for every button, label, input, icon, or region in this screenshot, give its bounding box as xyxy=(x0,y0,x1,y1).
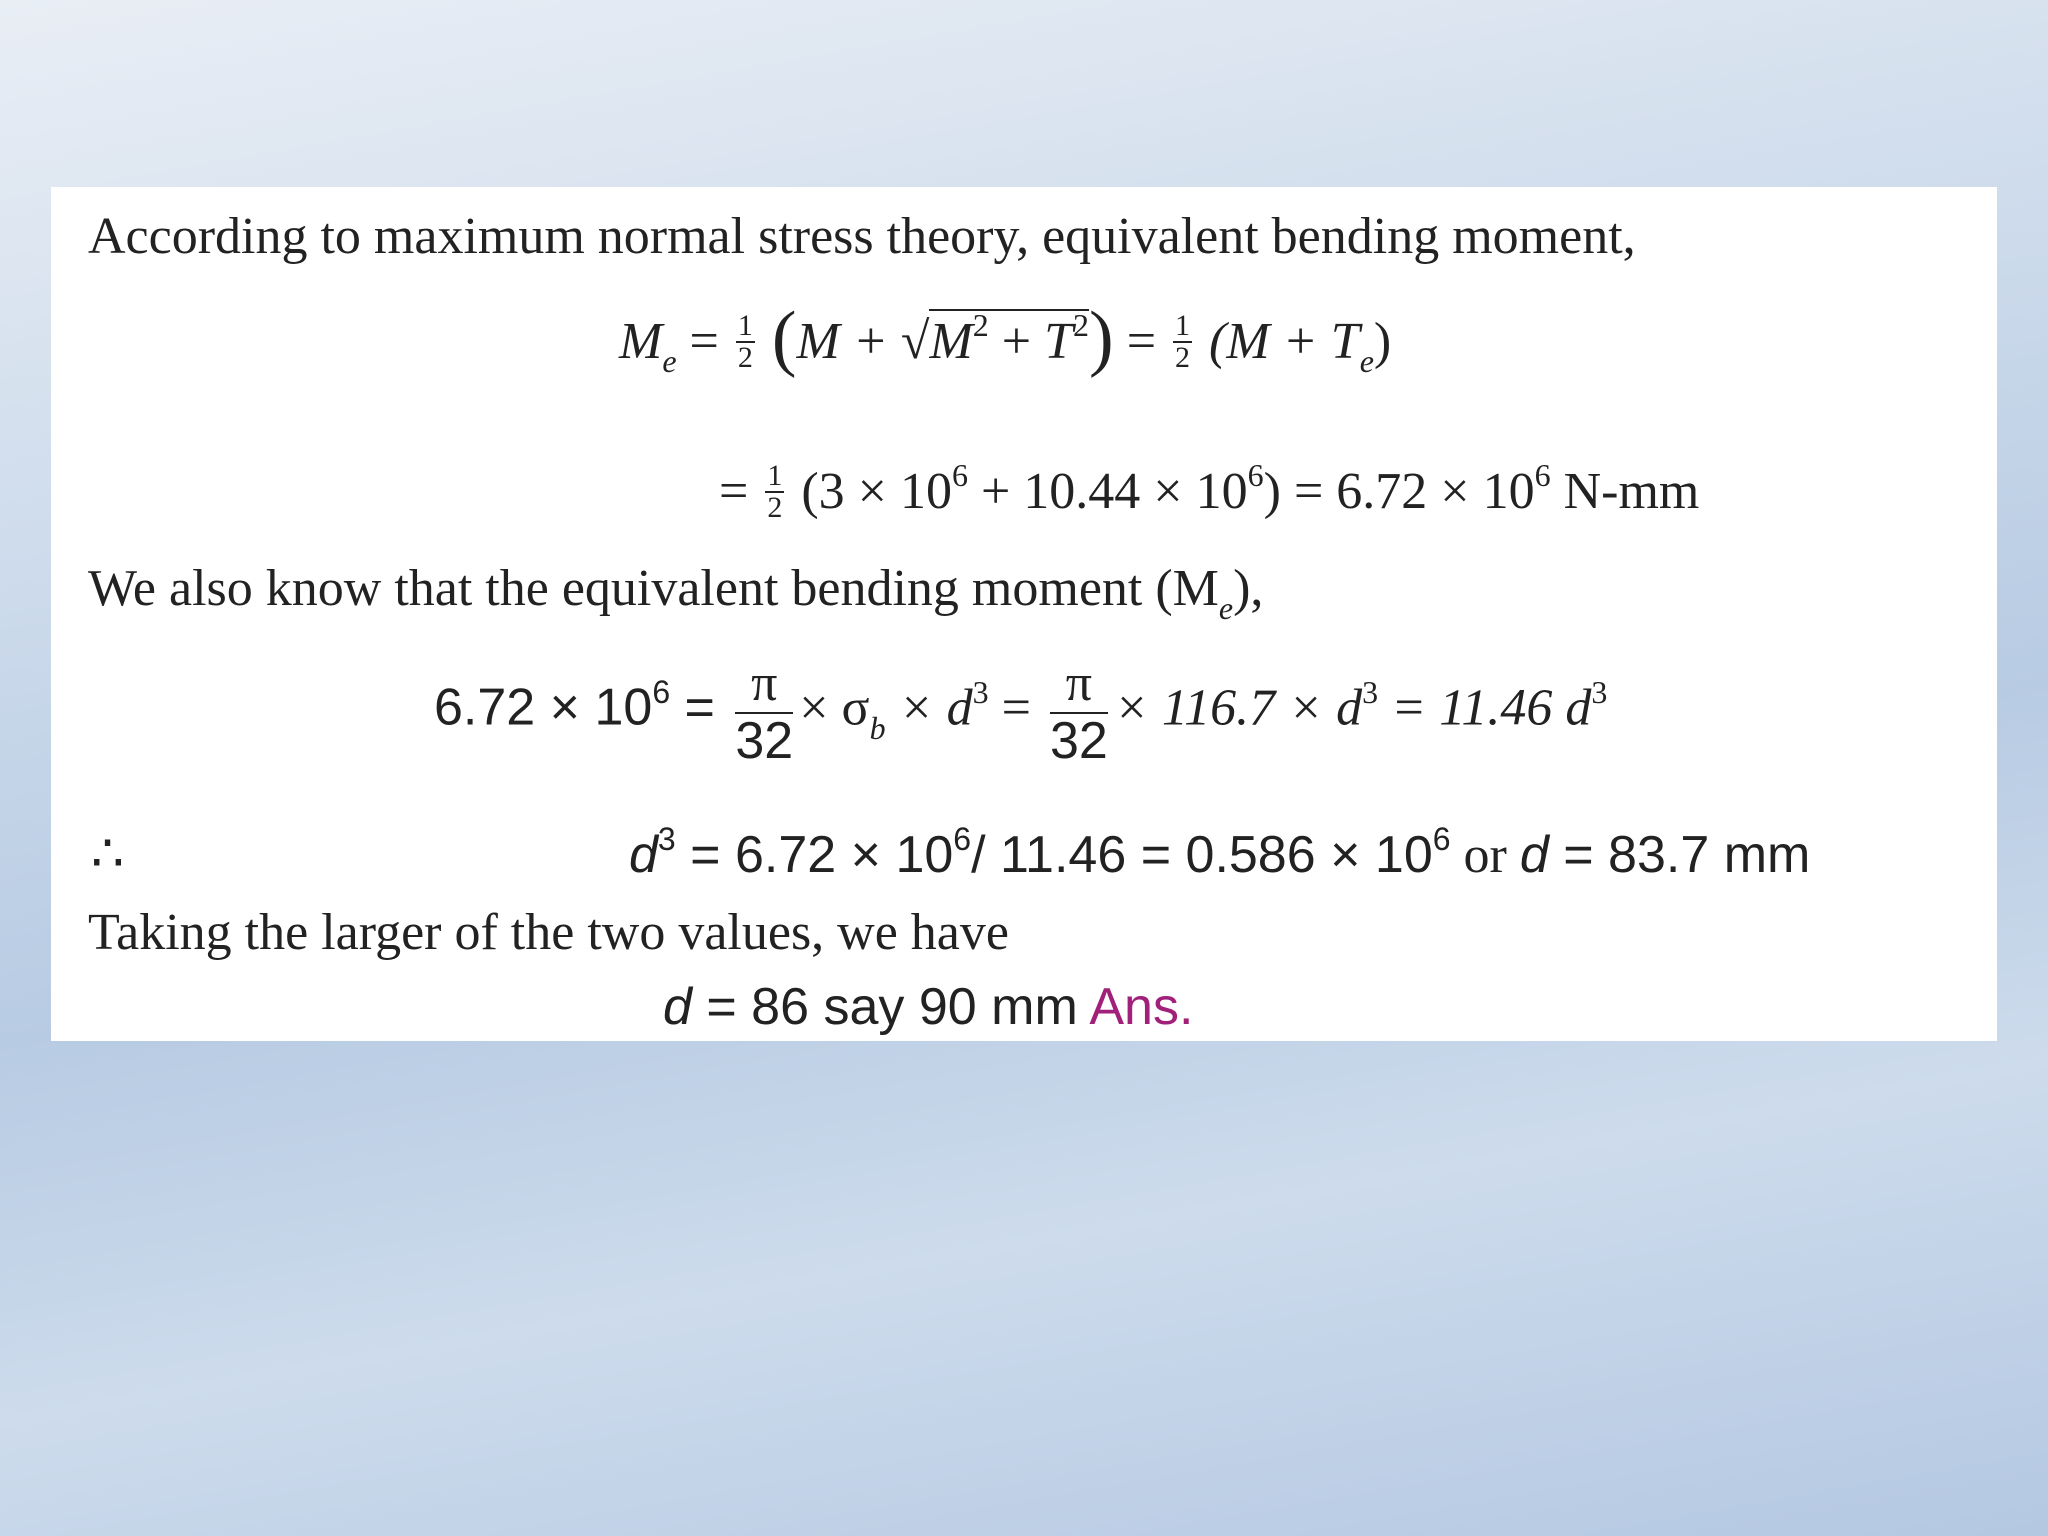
pi-over-32: $\frac{\pi}{32}$ xyxy=(735,655,794,770)
solution-panel xyxy=(51,187,1997,1041)
equation-me-value: = $\frac{1}{2}$ $(3 \times 10^6 + 10.44 \times 10^6) = 6.72 \times 10^6$ N-mm xyxy=(719,456,1700,524)
taking-larger-text: Taking the larger of the two values, we have xyxy=(88,904,1009,961)
sqrt-sign: √ xyxy=(900,313,930,370)
equation-d-cubed: $d^3 = 6.72 \times 10^6/$ $11.46 = 0.586 \times 10^6$ or d = 83.7 mm xyxy=(629,821,1811,884)
half-fraction: $\frac{1}{2}$ xyxy=(737,309,753,375)
intro-text: According to maximum normal stress theory, equivalent bending moment, xyxy=(88,208,1636,265)
eq1-body-b: (M + T xyxy=(1209,313,1360,370)
eq1-lhs: M xyxy=(619,313,663,370)
final-answer: d = 86 say 90 mm Ans. xyxy=(663,978,1194,1036)
half-fraction-3: $\frac{1}{2}$ xyxy=(767,459,783,524)
half-fraction-2: $\frac{1}{2}$ xyxy=(1175,309,1191,375)
ans-label: Ans. xyxy=(1089,978,1194,1036)
equation-diameter: $6.72 \times 10^6$ = $\frac{\pi}{32}$ × $\sigma_b \times d^3$ = $\frac{\pi}{32}$ × $116.7 \times d^3 = 11.46$ $d^3$ xyxy=(434,655,1608,770)
sqrt-radicand: $M^2 + T^2$ xyxy=(929,307,1090,370)
eq1-lhs-sub: e xyxy=(662,343,677,379)
therefore-symbol: ∴ xyxy=(91,826,125,883)
eq1-body-a: M + xyxy=(796,313,901,370)
pi-over-32-2: $\frac{\pi}{32}$ xyxy=(1050,655,1108,770)
equivalent-moment-text: We also know that the equivalent bending moment $(M_e)$, xyxy=(88,560,1264,626)
equation-me-formula: $M_e$ = $\frac{1}{2}$ $(M + √M^2 + T^2)$ = $\frac{1}{2}$ $(M + T_e)$ xyxy=(619,297,1392,379)
